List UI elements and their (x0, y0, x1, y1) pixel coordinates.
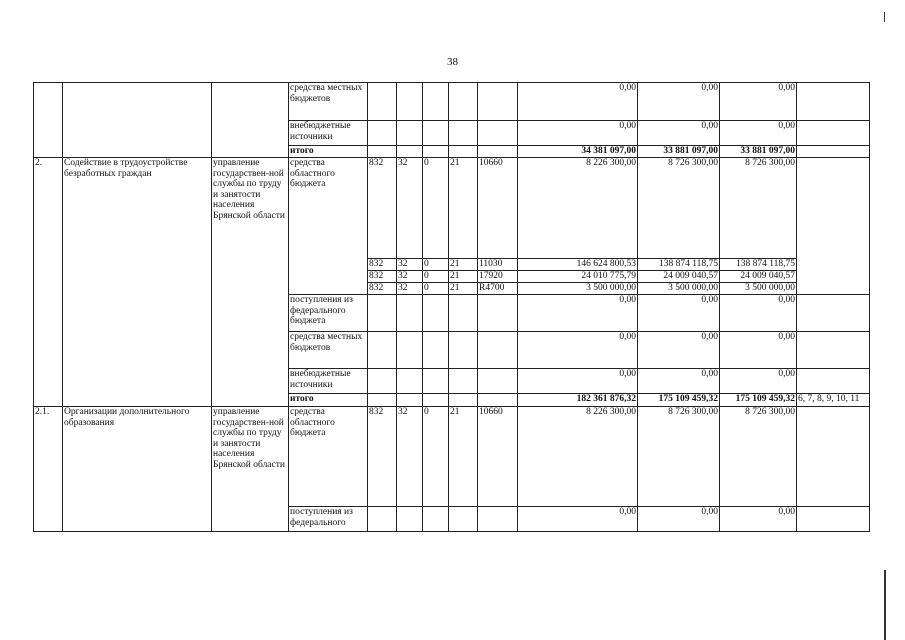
amount-year3-cell: 0,00 (720, 295, 797, 332)
amount-year3-cell: 8 726 300,00 (720, 407, 797, 507)
amount-year1-cell: 34 381 097,00 (518, 146, 638, 158)
code-cell (397, 295, 423, 332)
code-cell (423, 394, 449, 407)
amount-year2-cell: 175 109 459,32 (638, 394, 720, 407)
budget-table (33, 82, 870, 532)
code-cell (423, 83, 449, 121)
code-cell (478, 507, 518, 532)
funding-source-cell: внебюджетные источники (289, 121, 368, 146)
funding-source-cell: внебюджетные источники (289, 369, 368, 394)
code-cell (449, 394, 478, 407)
code-cell: R4700 (478, 283, 518, 295)
measure-name-cell (63, 83, 212, 158)
amount-year2-cell: 0,00 (638, 332, 720, 369)
row-number-cell (34, 83, 63, 158)
code-cell: 0 (423, 283, 449, 295)
amount-year1-cell: 3 500 000,00 (518, 283, 638, 295)
scan-edge-mark (884, 12, 885, 22)
table-row (34, 83, 870, 121)
amount-year1-cell: 0,00 (518, 83, 638, 121)
amount-year1-cell: 8 226 300,00 (518, 407, 638, 507)
code-cell (368, 83, 397, 121)
amount-year3-cell: 8 726 300,00 (720, 158, 797, 259)
code-cell (368, 507, 397, 532)
amount-year1-cell: 8 226 300,00 (518, 158, 638, 259)
funding-source-cell: средства областного бюджета (289, 407, 368, 507)
code-cell (478, 83, 518, 121)
amount-year3-cell: 0,00 (720, 83, 797, 121)
code-cell: 21 (449, 158, 478, 259)
code-cell (449, 295, 478, 332)
amount-year1-cell: 0,00 (518, 332, 638, 369)
row-number-cell: 2.1. (34, 407, 63, 532)
amount-year2-cell: 0,00 (638, 121, 720, 146)
code-cell (368, 295, 397, 332)
code-cell: 21 (449, 283, 478, 295)
code-cell: 0 (423, 259, 449, 271)
indicator-ref-cell (797, 146, 870, 158)
amount-year3-cell: 0,00 (720, 332, 797, 369)
indicator-ref-cell (797, 507, 870, 532)
code-cell: 21 (449, 259, 478, 271)
amount-year1-cell: 0,00 (518, 369, 638, 394)
amount-year3-cell: 24 009 040,57 (720, 271, 797, 283)
amount-year3-cell: 0,00 (720, 121, 797, 146)
code-cell (423, 369, 449, 394)
code-cell: 32 (397, 407, 423, 507)
code-cell (397, 507, 423, 532)
code-cell (449, 121, 478, 146)
code-cell: 21 (449, 271, 478, 283)
executor-cell: управление государствен-ной службы по труду и занятости населения Брянской области (212, 407, 289, 532)
amount-year3-cell: 0,00 (720, 507, 797, 532)
code-cell (449, 146, 478, 158)
code-cell: 32 (397, 259, 423, 271)
code-cell (397, 369, 423, 394)
amount-year2-cell: 8 726 300,00 (638, 407, 720, 507)
indicator-ref-cell (797, 121, 870, 146)
code-cell (449, 507, 478, 532)
code-cell (423, 121, 449, 146)
measure-name-cell: Организации дополнительного образования (63, 407, 212, 532)
code-cell (368, 146, 397, 158)
code-cell (423, 146, 449, 158)
amount-year3-cell: 0,00 (720, 369, 797, 394)
executor-cell (212, 83, 289, 158)
amount-year3-cell: 3 500 000,00 (720, 283, 797, 295)
funding-source-cell: поступления из федерального бюджета (289, 295, 368, 332)
funding-source-cell: средства областного бюджета (289, 158, 368, 295)
code-cell: 32 (397, 271, 423, 283)
scan-edge-mark (884, 570, 886, 640)
code-cell (423, 332, 449, 369)
code-cell: 0 (423, 407, 449, 507)
amount-year1-cell: 0,00 (518, 295, 638, 332)
code-cell (449, 332, 478, 369)
code-cell (449, 369, 478, 394)
code-cell (397, 332, 423, 369)
indicator-ref-cell (797, 407, 870, 507)
amount-year1-cell: 0,00 (518, 507, 638, 532)
amount-year1-cell: 146 624 800,53 (518, 259, 638, 271)
table-row (34, 158, 870, 259)
code-cell: 832 (368, 407, 397, 507)
amount-year2-cell: 0,00 (638, 507, 720, 532)
code-cell (397, 394, 423, 407)
amount-year1-cell: 24 010 775,79 (518, 271, 638, 283)
funding-source-cell: средства местных бюджетов (289, 83, 368, 121)
code-cell (478, 369, 518, 394)
executor-cell: управление государствен-ной службы по труду и занятости населения Брянской области (212, 158, 289, 407)
code-cell: 21 (449, 407, 478, 507)
table-row (34, 407, 870, 507)
code-cell (368, 332, 397, 369)
code-cell: 832 (368, 158, 397, 259)
code-cell: 10660 (478, 407, 518, 507)
code-cell: 11030 (478, 259, 518, 271)
indicator-ref-cell (797, 158, 870, 295)
code-cell (397, 146, 423, 158)
code-cell (478, 121, 518, 146)
code-cell (368, 394, 397, 407)
page-number: 38 (447, 56, 458, 68)
code-cell (397, 121, 423, 146)
code-cell (368, 369, 397, 394)
funding-source-cell: средства местных бюджетов (289, 332, 368, 369)
code-cell: 832 (368, 271, 397, 283)
code-cell: 832 (368, 283, 397, 295)
code-cell: 832 (368, 259, 397, 271)
indicator-ref-cell (797, 295, 870, 332)
amount-year3-cell: 33 881 097,00 (720, 146, 797, 158)
indicator-ref-cell (797, 369, 870, 394)
code-cell (478, 146, 518, 158)
amount-year3-cell: 175 109 459,32 (720, 394, 797, 407)
code-cell: 0 (423, 271, 449, 283)
funding-source-cell: итого (289, 146, 368, 158)
indicator-ref-cell: 6, 7, 8, 9, 10, 11 (797, 394, 870, 407)
amount-year2-cell: 24 009 040,57 (638, 271, 720, 283)
code-cell (397, 83, 423, 121)
code-cell (423, 295, 449, 332)
code-cell (368, 121, 397, 146)
amount-year2-cell: 138 874 118,75 (638, 259, 720, 271)
code-cell (449, 83, 478, 121)
amount-year2-cell: 33 881 097,00 (638, 146, 720, 158)
measure-name-cell: Содействие в трудоустройстве безработных граждан (63, 158, 212, 407)
amount-year1-cell: 182 361 876,32 (518, 394, 638, 407)
code-cell: 17920 (478, 271, 518, 283)
amount-year1-cell: 0,00 (518, 121, 638, 146)
code-cell (478, 394, 518, 407)
amount-year2-cell: 0,00 (638, 369, 720, 394)
amount-year2-cell: 8 726 300,00 (638, 158, 720, 259)
code-cell: 32 (397, 283, 423, 295)
code-cell (478, 295, 518, 332)
indicator-ref-cell (797, 332, 870, 369)
code-cell: 10660 (478, 158, 518, 259)
funding-source-cell: итого (289, 394, 368, 407)
code-cell: 0 (423, 158, 449, 259)
amount-year2-cell: 0,00 (638, 295, 720, 332)
amount-year3-cell: 138 874 118,75 (720, 259, 797, 271)
indicator-ref-cell (797, 83, 870, 121)
code-cell (423, 507, 449, 532)
amount-year2-cell: 0,00 (638, 83, 720, 121)
funding-source-cell: поступления из федерального (289, 507, 368, 532)
code-cell (478, 332, 518, 369)
row-number-cell: 2. (34, 158, 63, 407)
code-cell: 32 (397, 158, 423, 259)
amount-year2-cell: 3 500 000,00 (638, 283, 720, 295)
